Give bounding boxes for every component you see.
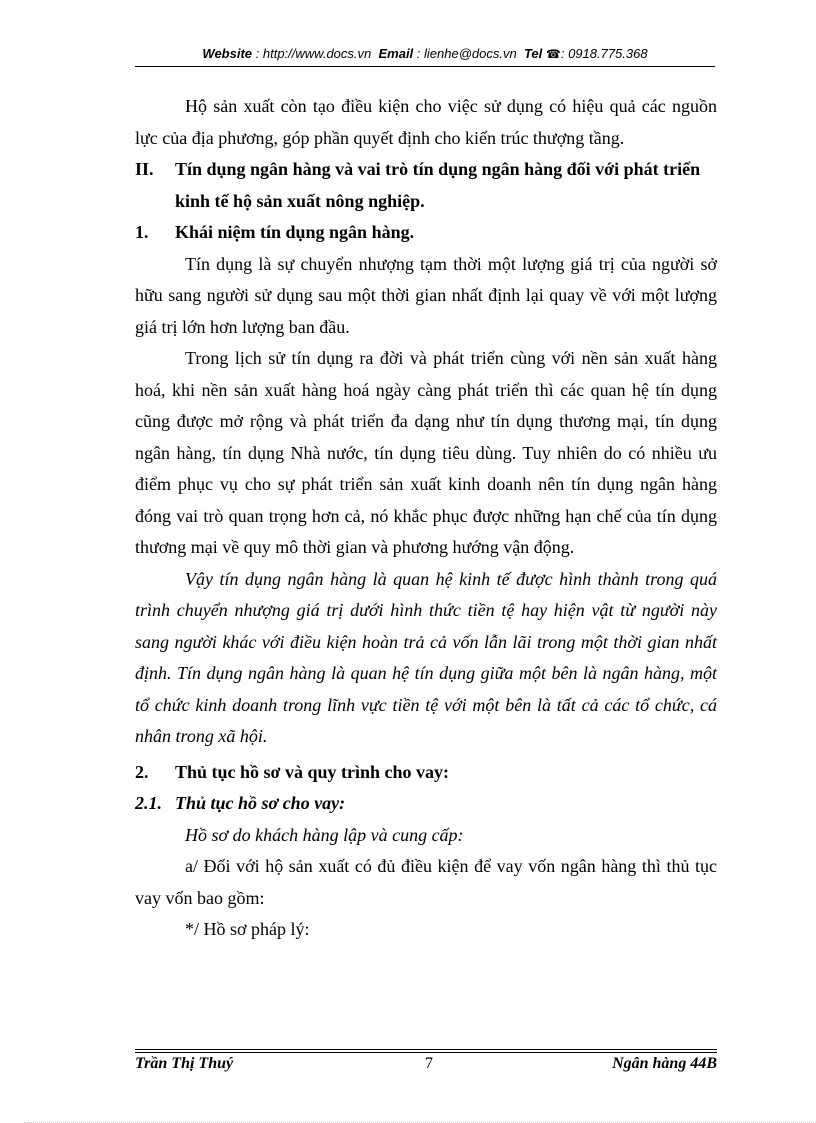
section-number: 2. (135, 761, 149, 782)
footer-author: Trần Thị Thuý (135, 1055, 234, 1072)
tel-value: : 0918.775.368 (560, 46, 648, 61)
section-heading-1 (135, 217, 717, 249)
section-number: II. (135, 159, 154, 179)
page-number: 7 (425, 1055, 433, 1072)
section-number: 2.1. (135, 793, 162, 813)
website-label: Website (202, 46, 253, 61)
section-heading-ii (135, 154, 717, 217)
paragraph-2: Tín dụng là sự chuyển nhượng tạm thời một lượng giá trị của người sở hữu sang người sử dụng sau một thời gian nhất định lại quay về với một lượng giá trị lớn hơn lượng ban đầu. (135, 253, 717, 337)
section-title: Thủ tục hồ sơ và quy trình cho vay: (175, 761, 450, 782)
paragraph-5: Hồ sơ do khách hàng lập và cung cấp: (185, 824, 464, 845)
footer-rule (135, 1049, 717, 1050)
page-header (135, 46, 715, 61)
section-title: Thủ tục hồ sơ cho vay: (175, 793, 346, 813)
paragraph-4: Vậy tín dụng ngân hàng là quan hệ kinh tế được hình thành trong quá trình chuyển nhượng giá trị dưới hình thức tiền tệ hay hiện vật từ người này sang người khác với điều kiện hoàn trả cả vốn lẫn lãi trong một thời gian nhất định. Tín dụng ngân hàng là quan hệ tín dụng giữa một bên là ngân hàng, một tổ chức kinh doanh trong lĩnh vực tiền tệ với một bên là tất cả các tổ chức, cá nhân trong xã hội. (135, 568, 717, 746)
header-rule (135, 66, 715, 67)
paragraph-6: a/ Đối với hộ sản xuất có đủ điều kiện để vay vốn ngân hàng thì thủ tục vay vốn bao gồm: (135, 856, 717, 908)
section-title: Khái niệm tín dụng ngân hàng. (175, 222, 415, 242)
email-label: Email (378, 46, 414, 61)
phone-icon: ☎ (545, 47, 561, 61)
section-title: Tín dụng ngân hàng và vai trò tín dụng ngân hàng đối với phát triển kinh tế hộ sản xuất nông nghiệp. (175, 159, 701, 211)
footer-class: Ngân hàng 44B (612, 1055, 717, 1072)
website-value: : http://www.docs.vn (255, 46, 372, 61)
section-heading-2 (135, 757, 717, 789)
section-heading-2-1 (135, 788, 717, 820)
paragraph-1: Hộ sản xuất còn tạo điều kiện cho việc sử dụng có hiệu quả các nguồn lực của địa phương, góp phần quyết định cho kiến trúc thượng tầng. (135, 96, 717, 148)
document-body (135, 91, 717, 946)
paragraph-7: */ Hồ sơ pháp lý: (185, 919, 310, 939)
section-number: 1. (135, 222, 149, 242)
email-value: : lienhe@docs.vn (416, 46, 517, 61)
paragraph-3: Trong lịch sử tín dụng ra đời và phát triển cùng với nền sản xuất hàng hoá, khi nền sản xuất hàng hoá ngày càng phát triển thì các quan hệ tín dụng cũng được mở rộng và phát triển đa dạng như tín dụng thương mại, tín dụng ngân hàng, tín dụng Nhà nước, tín dụng tiêu dùng. Tuy nhiên do có nhiều ưu điểm phục vụ cho sự phát triển sản xuất kinh doanh nên tín dụng ngân hàng đóng vai trò quan trọng hơn cả, nó khắc phục được những hạn chế của tín dụng thương mại về quy mô thời gian và phương hướng vận động. (135, 348, 717, 557)
footer-rule (135, 1052, 717, 1053)
tel-label: Tel (523, 46, 543, 61)
